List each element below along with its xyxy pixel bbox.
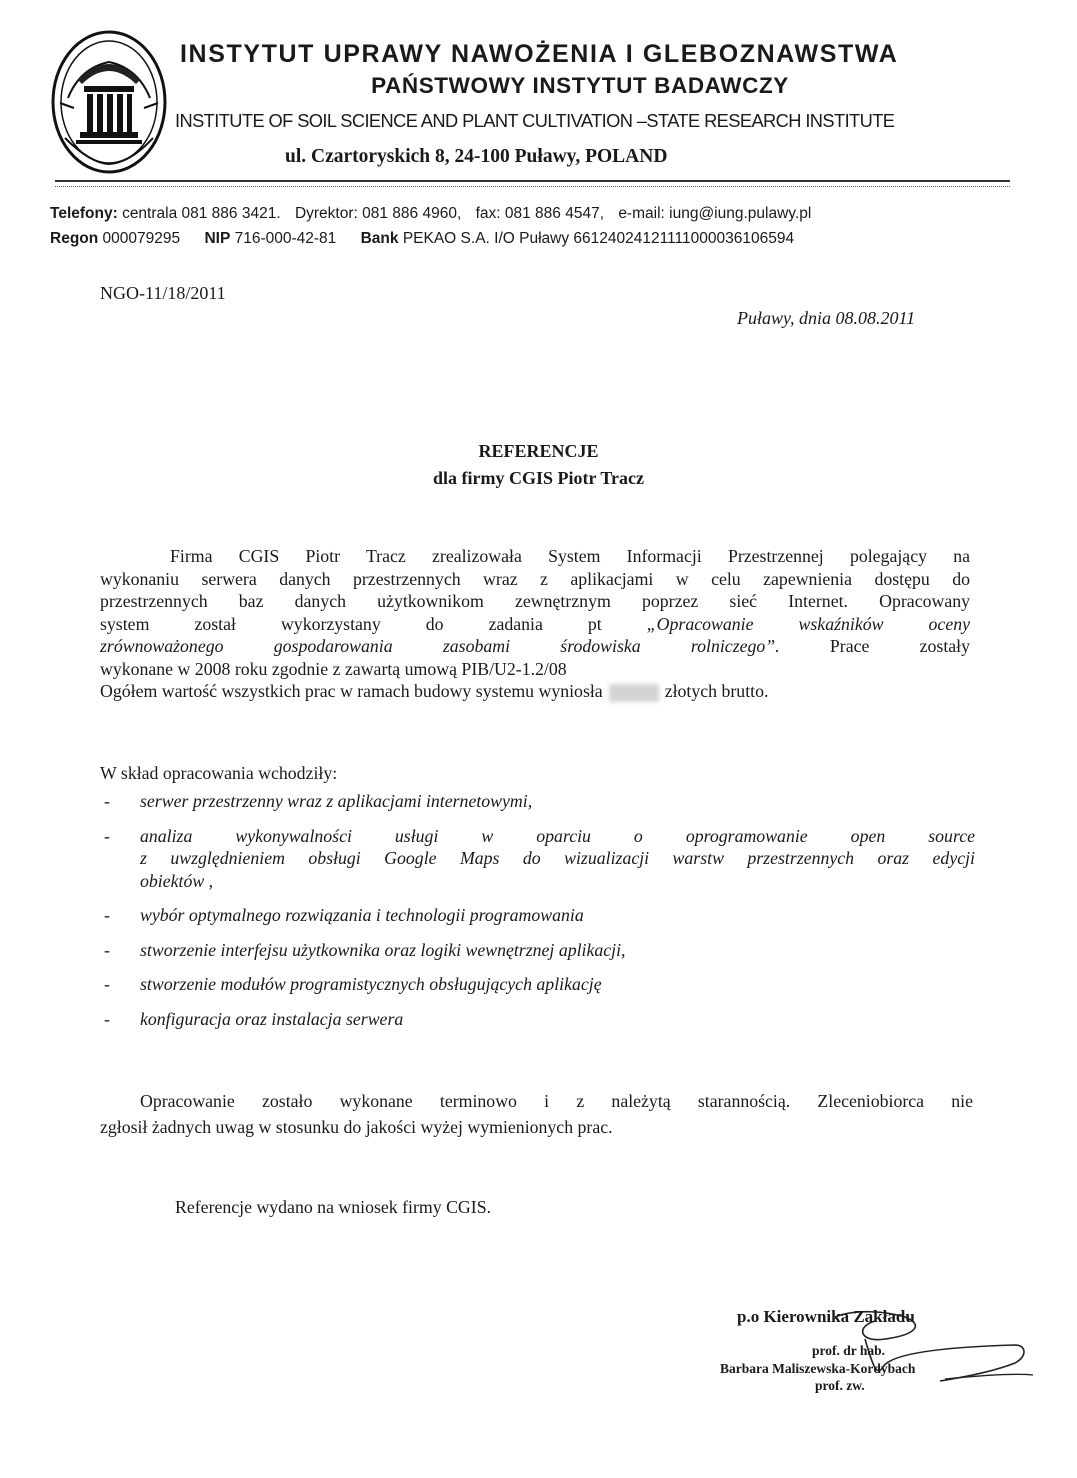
list-item-text: serwer przestrzenny wraz z aplikacjami internetowymi,: [140, 791, 533, 811]
signatory-name: Barbara Maliszewska-Kordybach: [720, 1361, 916, 1376]
institute-address: ul. Czartoryskich 8, 24-100 Puławy, POLAND: [285, 146, 668, 167]
paragraph-issued: Referencje wydano na wniosek firmy CGIS.: [175, 1197, 492, 1217]
header-divider: [55, 180, 1010, 187]
para1-line: [100, 613, 970, 636]
para1-text: Ogółem wartość wszystkich prac w ramach budowy systemu wyniosła: [100, 681, 603, 701]
list-item: [100, 939, 975, 962]
list-item-text: wybór optymalnego rozwiązania i technologii programowania: [140, 905, 584, 925]
reference-number: NGO-11/18/2011: [100, 283, 226, 303]
institute-name-pl: INSTYTUT UPRAWY NAWOŻENIA I GLEBOZNAWSTWA: [180, 40, 899, 68]
director-label: Dyrektor:: [294, 205, 358, 222]
institute-name-en: INSTITUTE OF SOIL SCIENCE AND PLANT CULTIVATION –STATE RESEARCH INSTITUTE: [175, 110, 895, 131]
task-title-part2: zrównoważonego gospodarowania zasobami środowiska rolniczego”.: [100, 636, 780, 656]
bank-label: Bank: [360, 230, 399, 247]
bank-value: PEKAO S.A. I/O Puławy 66124024121111000036106594: [402, 230, 795, 247]
contact-line-registry: [50, 230, 794, 248]
list-item-text: obiektów ,: [140, 870, 214, 891]
phones-label: Telefony:: [50, 205, 118, 222]
phones-value: centrala 081 886 3421.: [122, 205, 281, 222]
para1-line: [100, 635, 970, 658]
para1-text: Prace zostały: [829, 636, 970, 656]
list-item: [100, 973, 975, 996]
bullet-dash: -: [104, 791, 110, 811]
signatory-position: p.o Kierownika Zakładu: [737, 1307, 915, 1326]
scope-label: W skład opracowania wchodziły:: [100, 763, 338, 783]
bullet-dash: -: [104, 825, 110, 846]
institute-status-pl: PAŃSTWOWY INSTYTUT BADAWCZY: [371, 73, 789, 98]
document-title: REFERENCJE: [478, 441, 599, 461]
list-item-text: z uwzględnieniem obsługi Google Maps do wizualizacji warstw przestrzennych oraz edycji: [140, 848, 975, 868]
redacted-amount: [609, 684, 659, 702]
contact-line-phones: [50, 205, 811, 223]
signatory-degree: prof. dr hab.: [812, 1343, 886, 1358]
paragraph-assessment: [100, 1088, 973, 1140]
list-item-text: konfiguracja oraz instalacja serwera: [140, 1008, 404, 1029]
regon-value: 000079295: [102, 230, 181, 247]
para1-line: Firma CGIS Piotr Tracz zrealizowała System Informacji Przestrzennej polegający na: [170, 546, 970, 566]
list-item: [100, 1008, 975, 1031]
list-item: [100, 825, 975, 893]
para1-text: system został wykorzystany do zadania pt: [100, 613, 602, 634]
place-and-date: Puławy, dnia 08.08.2011: [737, 308, 916, 328]
paragraph-main: [100, 545, 970, 703]
para2-line: zgłosił żadnych uwag w stosunku do jakości wyżej wymienionych prac.: [100, 1117, 613, 1137]
scope-list: [100, 790, 975, 1042]
nip-label: NIP: [204, 230, 231, 247]
bullet-dash: -: [104, 905, 110, 925]
signatory-rank: prof. zw.: [815, 1378, 865, 1393]
bullet-dash: -: [104, 1008, 110, 1029]
para1-line: [100, 680, 970, 703]
email-value: iung@iung.pulawy.pl: [669, 205, 812, 222]
nip-value: 716-000-42-81: [234, 230, 337, 247]
list-item-text: analiza wykonywalności usługi w oparciu o oprogramowanie open source: [140, 825, 975, 846]
email-label: e-mail:: [618, 205, 665, 222]
list-item: [100, 790, 975, 813]
para1-line: wykonane w 2008 roku zgodnie z zawartą umową PIB/U2-1.2/08: [100, 658, 567, 679]
para2-line: Opracowanie zostało wykonane terminowo i z należytą starannością. Zleceniobiorca nie: [140, 1091, 973, 1111]
fax-value: 081 886 4547,: [504, 205, 604, 222]
list-item-text: stworzenie modułów programistycznych obsługujących aplikację: [140, 974, 602, 994]
task-title-part1: „Opracowanie wskaźników oceny: [646, 613, 970, 634]
director-value: 081 886 4960,: [362, 205, 462, 222]
regon-label: Regon: [50, 230, 99, 247]
bullet-dash: -: [104, 974, 110, 994]
para1-line: wykonaniu serwera danych przestrzennych wraz z aplikacjami w celu zapewnienia dostępu do: [100, 568, 970, 589]
fax-label: fax:: [475, 205, 501, 222]
institute-emblem-icon: [50, 28, 168, 176]
document-subtitle: dla firmy CGIS Piotr Tracz: [433, 468, 644, 488]
para1-line: przestrzennych baz danych użytkownikom zewnętrznym poprzez sieć Internet. Opracowany: [100, 591, 970, 611]
para1-text: złotych brutto.: [664, 681, 769, 701]
signature-block: [705, 1307, 1035, 1417]
list-item-text: stworzenie interfejsu użytkownika oraz logiki wewnętrznej aplikacji,: [140, 939, 626, 960]
list-item: [100, 904, 975, 927]
bullet-dash: -: [104, 939, 110, 960]
